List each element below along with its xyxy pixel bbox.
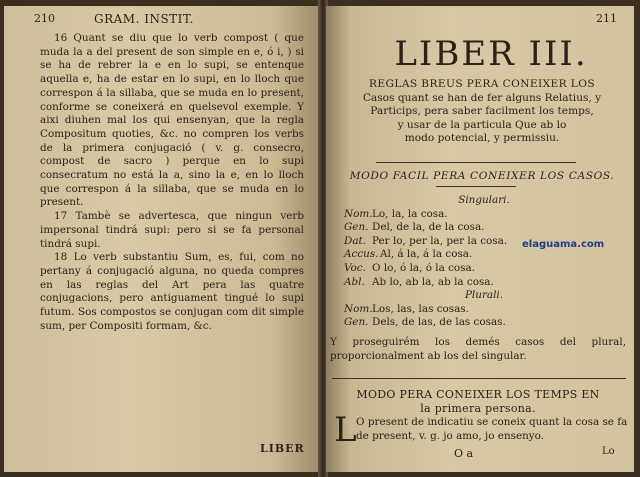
divider	[436, 186, 516, 187]
declension-row	[344, 262, 624, 276]
declension-table	[344, 194, 624, 330]
drop-cap: L	[334, 410, 357, 450]
subtitle-line: modo potencial, y permissiu.	[404, 132, 560, 145]
declension-row	[344, 316, 624, 330]
case-forms: Del, de la, de la cosa.	[372, 221, 485, 234]
case-label: Abl.	[344, 275, 365, 288]
case-forms: Los, las, las cosas.	[372, 302, 469, 315]
running-head: GRAM. INSTIT.	[94, 12, 194, 26]
present-indicative-paragraph: O present de indicatiu se coneix quant la cosa se fa de present, v. g. jo amo, jo ensenyo.	[356, 416, 628, 442]
case-label: Voc.	[344, 261, 366, 274]
subtitle-line: y usar de la particula Que ab lo	[397, 118, 567, 131]
case-label: Gen.	[344, 221, 369, 234]
catchword-left: LIBER	[260, 442, 305, 455]
divider	[332, 378, 626, 379]
watermark: elaguama.com	[522, 239, 605, 250]
paragraph-18: 18 Lo verb substantiu Sum, es, fui, com no pertany á conjugació alguna, no queda compres en las reglas del Art pera las quatre conjugacions, pero antiguament tingué lo supi futum. Sos compostos se conjugan com dit simple sum, per Compositi formam, &c.	[40, 251, 304, 332]
declension-row	[344, 208, 624, 222]
plural-note: Y proseguirém los demés casos del plural, proporcionalment ab los del singular.	[330, 336, 626, 362]
case-forms: O lo, ó la, ó la cosa.	[372, 261, 475, 274]
subtitle	[336, 78, 628, 146]
case-label: Accus.	[344, 248, 379, 261]
section-heading-cases: MODO FACIL PERA CONEIXER LOS CASOS.	[349, 170, 615, 182]
case-forms: Dels, de las, de las cosas.	[372, 316, 506, 329]
subtitle-line: REGLAS BREUS PERA CONEIXER LOS	[369, 78, 595, 90]
singular-label: Singulari.	[458, 194, 510, 206]
page-number-left: 210	[34, 12, 55, 25]
left-page	[4, 6, 320, 472]
subtitle-line: Particips, pera saber facilment los temps,	[370, 105, 594, 118]
case-label: Nom.	[344, 302, 373, 315]
declension-row	[344, 276, 624, 290]
case-label: Dat.	[344, 234, 367, 247]
catchword-right: Lo	[602, 446, 615, 457]
paragraph-17: 17 Tambè se advertesca, que ningun verb impersonal tindrá supi: pero si se fa personal tindrá supi.	[40, 210, 304, 250]
case-forms: Al, á la, á la cosa.	[380, 248, 473, 261]
book-title: LIBER III.	[394, 34, 588, 74]
section-heading-line: MODO PERA CONEIXER LOS TEMPS EN	[356, 388, 600, 401]
signature-mark: O a	[454, 447, 474, 460]
case-forms: Ab lo, ab la, ab la cosa.	[372, 275, 494, 288]
plural-label: Plurali.	[464, 289, 504, 302]
case-forms: Lo, la, la cosa.	[372, 207, 448, 220]
paragraph-16: 16 Quant se diu que lo verb compost ( que muda la a del present de son simple en e, ó i, ) si se ha de rebrer la e en lo supi, se entenque aquella e, ha de estar en lo supi, en lo lloch que correspon á la sillaba, que se muda en lo present, conforme se coneixerá en quelsevol exemple. Y aixi diuhen mal los qui ensenyan, que la regla Compositum quoties, &c. no compren los verbs de la primera conjugació ( v. g. consecro, compost de sacro ) perque en lo supi consecratum no está la a, sino la e, en lo lloch que correspon á la sillaba, que se muda en lo present.	[40, 32, 304, 209]
subtitle-line: Casos quant se han de fer alguns Relatius, y	[362, 91, 602, 104]
declension-row	[344, 221, 624, 235]
case-label: Nom.	[344, 207, 373, 220]
page-number-right: 211	[596, 12, 617, 25]
case-label: Gen.	[344, 316, 369, 329]
divider	[376, 162, 576, 163]
declension-row	[344, 248, 624, 262]
left-body	[40, 32, 304, 333]
case-forms: Per lo, per la, per la cosa.	[372, 234, 508, 247]
section-heading-tenses	[330, 388, 626, 415]
section-heading-line: la primera persona.	[420, 401, 536, 415]
right-page	[326, 6, 634, 472]
declension-row	[344, 303, 624, 317]
